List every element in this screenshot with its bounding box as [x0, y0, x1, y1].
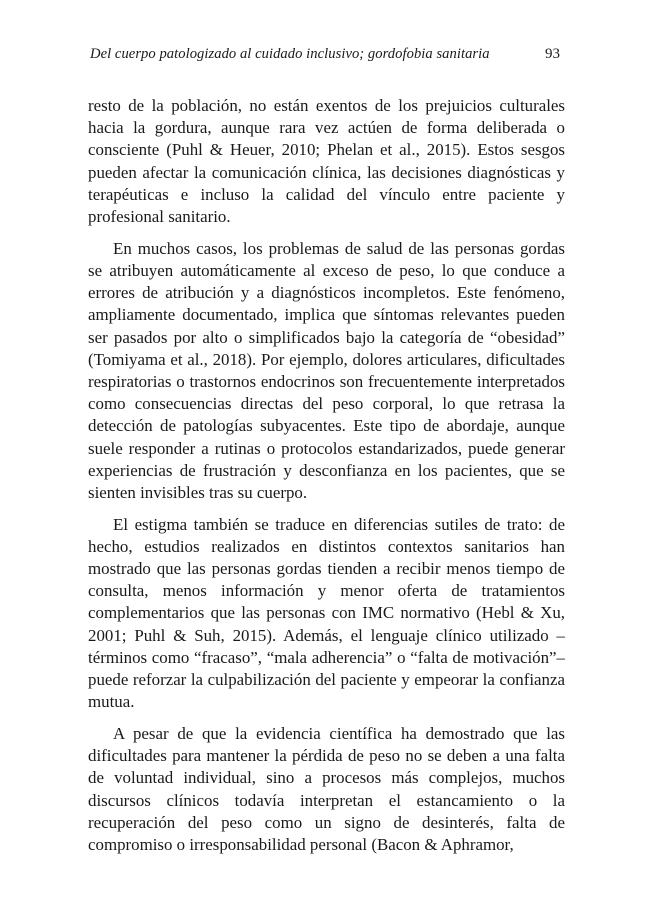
page-number: 93 — [545, 46, 560, 62]
paragraph-4: A pesar de que la evidencia científica ha demostrado que las dificultades para mantener la pérdida de peso no se deben a una falta de voluntad individual, sino a procesos más complejos, muchos discursos clínicos todavía interpretan el estancamiento o la recuperación del peso como un signo de desinterés, falta de compromiso o irresponsabilidad personal (Bacon & Aphramor, — [88, 723, 565, 854]
paragraph-2: En muchos casos, los problemas de salud de las personas gordas se atribuyen automáticamente al exceso de peso, lo que conduce a errores de atribución y a diagnósticos incompletos. Este fenómeno, ampliamente documentado, implica que síntomas relevantes pueden ser pasados por alto o simplificados bajo la categoría de “obesidad” (Tomiyama et al., 2018). Por ejemplo, dolores articulares, dificultades respiratorias o trastornos endocrinos son frecuentemente interpretados como consecuencias directas del peso corporal, lo que retrasa la detección de patologías subyacentes. Este tipo de abordaje, aunque suele responder a rutinas o protocolos estandarizados, puede generar experiencias de frustración y desconfianza en los pacientes, que se sienten invisibles tras su cuerpo. — [88, 238, 565, 502]
paragraph-3: El estigma también se traduce en diferencias sutiles de trato: de hecho, estudios realizados en distintos contextos sanitarios han mostrado que las personas gordas tienden a recibir menos tiempo de consulta, menos información y menor oferta de tratamientos complementarios que las personas con IMC normativo (Hebl & Xu, 2001; Puhl & Suh, 2015). Además, el lenguaje clínico utilizado –términos como “fracaso”, “mala adherencia” o “falta de motivación”– puede reforzar la culpabilización del paciente y empeorar la confianza mutua. — [88, 514, 565, 712]
paragraph-1: resto de la población, no están exentos de los prejuicios culturales hacia la gordura, aunque rara vez actúen de forma deliberada o consciente (Puhl & Heuer, 2010; Phelan et al., 2015). Estos sesgos pueden afectar la comunicación clínica, las decisiones diagnósticas y terapéuticas e incluso la calidad del vínculo entre paciente y profesional sanitario. — [88, 96, 565, 227]
body-text — [88, 95, 565, 866]
running-head — [90, 46, 560, 68]
running-title: Del cuerpo patologizado al cuidado inclusivo; gordofobia sanitaria — [90, 46, 490, 62]
